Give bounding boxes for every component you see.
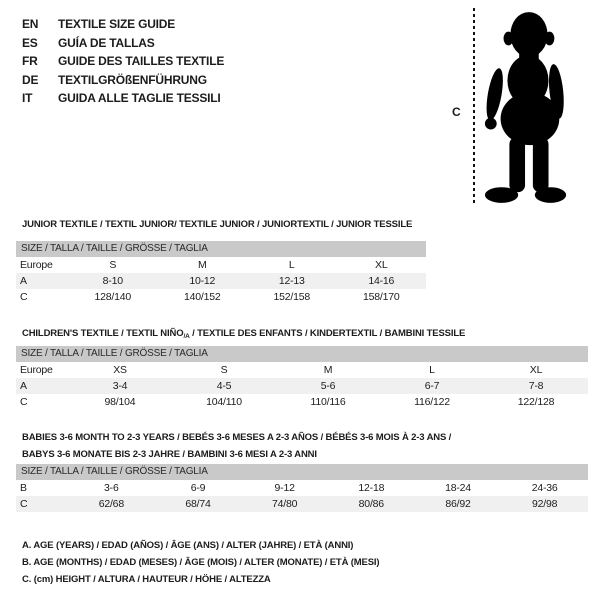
height-measure-line: [473, 8, 475, 204]
lang-label: TEXTILE SIZE GUIDE: [58, 17, 176, 31]
table-cell: 98/104: [104, 396, 136, 408]
table-row: [16, 480, 588, 496]
table-cell: M: [323, 364, 333, 376]
section-title-junior: JUNIOR TEXTILE / TEXTIL JUNIOR/ TEXTILE JUNIOR / JUNIORTEXTIL / JUNIOR TESSILE: [22, 219, 413, 230]
table-cell: 24-36: [531, 482, 558, 494]
table-cell: 10-12: [189, 275, 216, 287]
table-cell: M: [197, 259, 207, 271]
section-title-children: [22, 326, 465, 344]
table-row: [16, 362, 588, 378]
table-cell: XL: [529, 364, 543, 376]
table-cell: 68/74: [185, 498, 211, 510]
table-cell: 104/110: [206, 396, 242, 408]
row-label: Europe: [20, 259, 53, 271]
table-row: [16, 273, 426, 289]
table-cell: S: [220, 364, 228, 376]
table-cell: 140/152: [183, 291, 221, 303]
table-cell: 9-12: [274, 482, 295, 494]
lang-label: GUIDA ALLE TAGLIE TESSILI: [58, 91, 221, 105]
footnote-a: A. AGE (YEARS) / EDAD (AÑOS) / ÂGE (ANS) / ALTER (JAHRE) / ETÀ (ANNI): [22, 540, 354, 551]
table-cell: XL: [375, 259, 388, 271]
footnote-c: C. (cm) HEIGHT / ALTURA / HAUTEUR / HÖHE / ALTEZZA: [22, 574, 271, 586]
lang-code: IT: [22, 91, 33, 105]
table-cell: 158/170: [362, 291, 400, 303]
table-row: [16, 257, 426, 273]
lang-code: FR: [22, 54, 38, 68]
table-cell: 7-8: [528, 380, 544, 392]
footnotes: [22, 537, 379, 589]
row-label: A: [20, 380, 27, 392]
size-table-babies: [16, 464, 588, 512]
table-cell: 6-7: [424, 380, 440, 392]
table-cell: S: [109, 259, 117, 271]
footnote-b: B. AGE (MONTHS) / EDAD (MESES) / ÂGE (MOIS) / ALTER (MONATE) / ETÀ (MESI): [22, 557, 380, 569]
row-label: C: [20, 396, 28, 408]
table-cell: 4-5: [216, 380, 232, 392]
table-cell: 128/140: [94, 291, 132, 303]
title-line-2: BABYS 3-6 MONATE BIS 2-3 JAHRE / BAMBINI 3-6 MESI A 2-3 ANNI: [22, 448, 317, 460]
table-cell: 62/68: [98, 498, 124, 510]
lang-label: GUÍA DE TALLAS: [58, 35, 155, 50]
table-cell: 3-4: [112, 380, 128, 392]
lang-row-en: [22, 15, 224, 34]
size-header-bar: SIZE / TALLA / TAILLE / GRÖSSE / TAGLIA: [16, 346, 588, 362]
table-cell: L: [429, 364, 435, 376]
table-cell: 5-6: [320, 380, 336, 392]
lang-code: ES: [22, 35, 38, 50]
section-title-babies: [22, 430, 451, 463]
table-row: [16, 289, 426, 305]
table-cell: XS: [113, 364, 127, 376]
toddler-silhouette-icon: [482, 6, 572, 206]
table-cell: 92/98: [532, 498, 558, 510]
table-cell: 110/116: [310, 396, 346, 408]
table-cell: 6-9: [190, 482, 206, 494]
size-header-bar: SIZE / TALLA / TAILLE / GRÖSSE / TAGLIA: [16, 241, 426, 257]
title-subscript: /A: [183, 333, 190, 340]
language-header: [22, 15, 224, 108]
table-cell: L: [288, 259, 295, 271]
row-label: Europe: [20, 364, 53, 376]
size-table-junior: [16, 241, 426, 305]
row-label: C: [20, 498, 28, 510]
table-cell: 12-13: [278, 275, 305, 287]
size-table-children: [16, 346, 588, 410]
table-cell: 80/86: [358, 498, 384, 510]
lang-row-de: [22, 71, 224, 90]
lang-row-es: [22, 34, 224, 53]
lang-row-it: [22, 89, 224, 108]
table-cell: 74/80: [272, 498, 298, 510]
title-text: / TEXTILE DES ENFANTS / KINDERTEXTIL / BAMBINI TESSILE: [189, 328, 466, 339]
row-label: A: [20, 275, 27, 287]
table-cell: 8-10: [102, 275, 123, 287]
size-header-bar: SIZE / TALLA / TAILLE / GRÖSSE / TAGLIA: [16, 464, 588, 480]
table-cell: 12-18: [358, 482, 385, 494]
lang-label: GUIDE DES TAILLES TEXTILE: [58, 54, 225, 68]
lang-code: DE: [22, 72, 39, 87]
table-row: [16, 394, 588, 410]
table-cell: 86/92: [445, 498, 471, 510]
table-cell: 14-16: [368, 275, 395, 287]
table-row: [16, 378, 588, 394]
table-cell: 116/122: [414, 396, 450, 408]
title-line-1: BABIES 3-6 MONTH TO 2-3 YEARS / BEBÉS 3-6 MESES A 2-3 AÑOS / BÉBÉS 3-6 MOIS À 2-3 ANS /: [22, 432, 452, 443]
table-row: [16, 496, 588, 512]
table-cell: 18-24: [445, 482, 471, 494]
lang-code: EN: [22, 17, 39, 31]
lang-row-fr: [22, 52, 224, 71]
row-label: B: [20, 482, 27, 494]
height-measure-label: C: [452, 105, 461, 119]
lang-label: TEXTILGRÖßENFÜHRUNG: [58, 72, 207, 87]
title-text: CHILDREN'S TEXTILE / TEXTIL NIÑO: [22, 328, 184, 339]
table-cell: 3-6: [104, 482, 119, 494]
row-label: C: [20, 291, 28, 303]
table-cell: 152/158: [273, 291, 311, 303]
table-cell: 122/128: [517, 396, 555, 408]
